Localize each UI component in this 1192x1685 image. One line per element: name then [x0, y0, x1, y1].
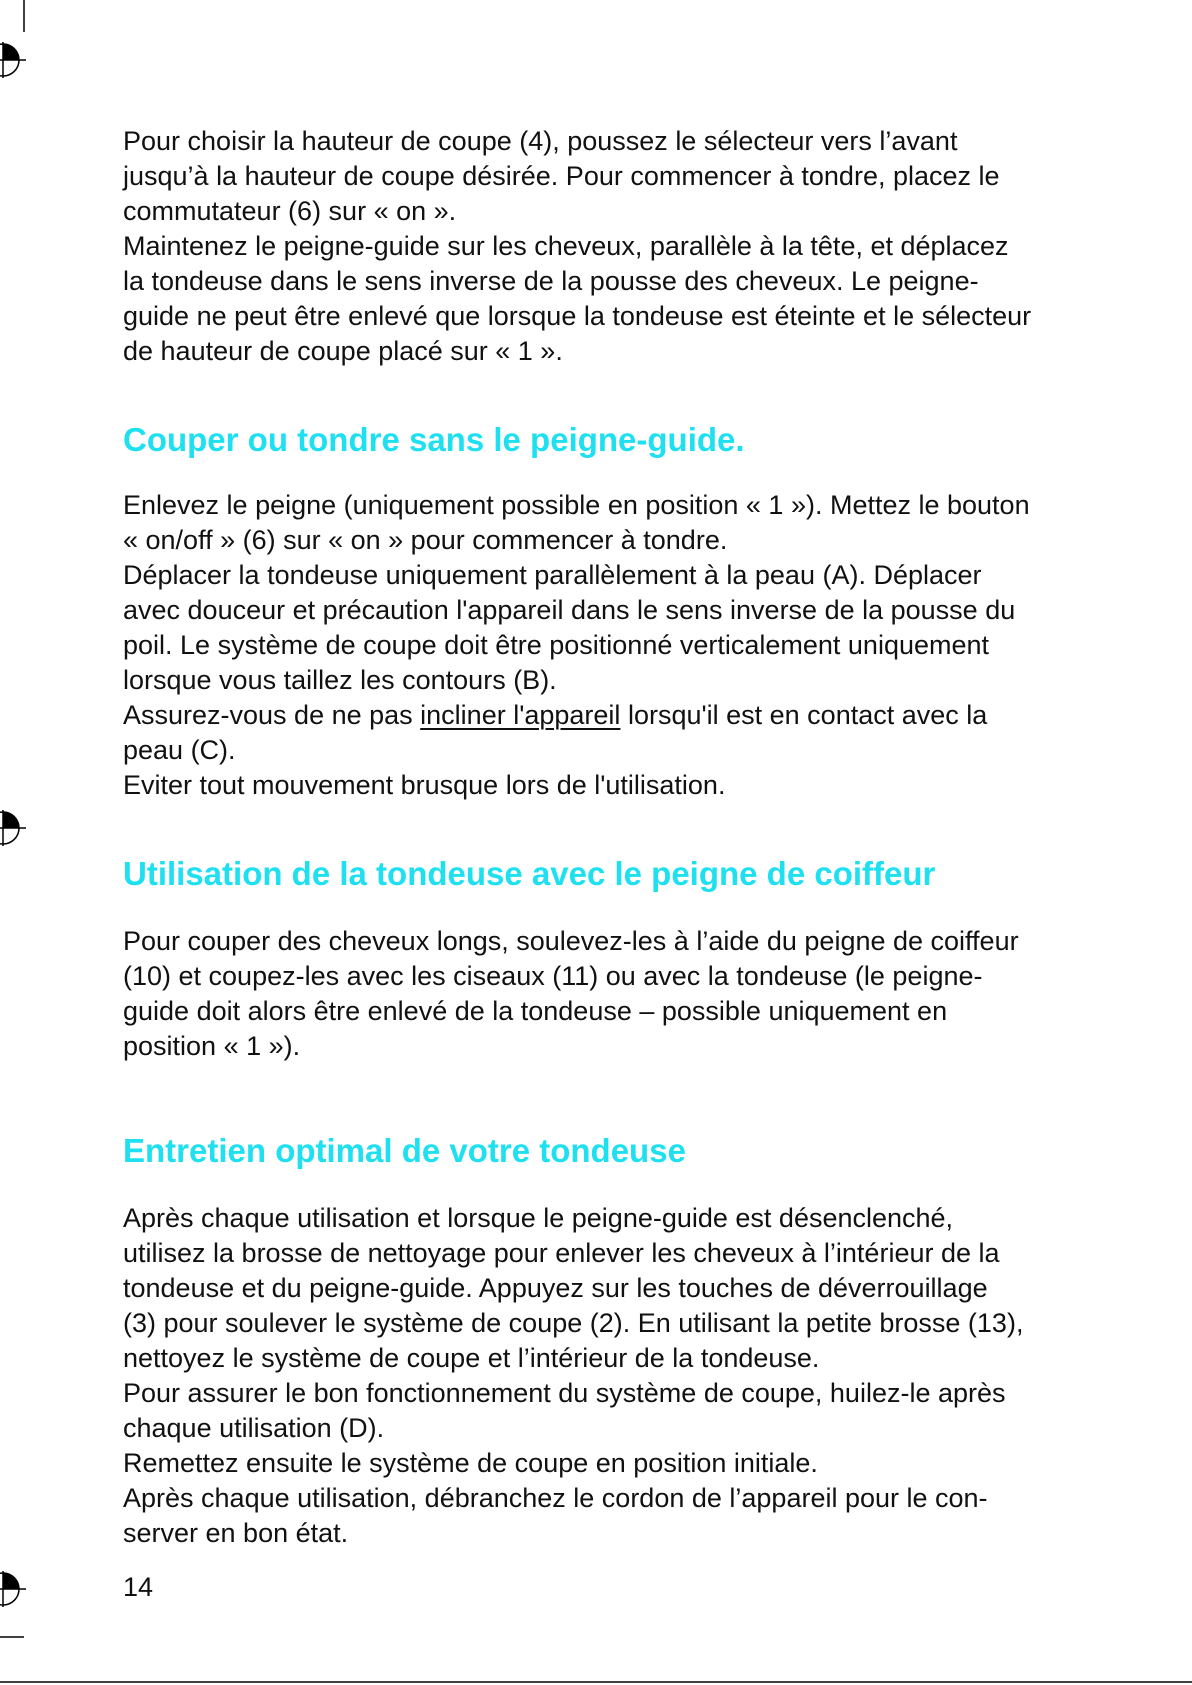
- text-segment: lorsqu'il est en contact avec la: [620, 700, 988, 730]
- body-text-line: peau (C).: [123, 735, 236, 765]
- section-heading: Utilisation de la tondeuse avec le peigne de coiffeur: [123, 855, 936, 892]
- registration-mark-top: [0, 42, 26, 78]
- body-text-line: Eviter tout mouvement brusque lors de l'utilisation.: [123, 770, 726, 800]
- body-text-line: Pour assurer le bon fonctionnement du système de coupe, huilez-le après: [123, 1378, 1006, 1408]
- body-text-line: Pour choisir la hauteur de coupe (4), poussez le sélecteur vers l’avant: [123, 126, 958, 156]
- body-text-line: la tondeuse dans le sens inverse de la pousse des cheveux. Le peigne-: [123, 266, 979, 296]
- body-text-line: tondeuse et du peigne-guide. Appuyez sur les touches de déverrouillage: [123, 1273, 988, 1303]
- body-text-line: (3) pour soulever le système de coupe (2). En utilisant la petite brosse (13),: [123, 1308, 1024, 1338]
- body-text-line: position « 1 »).: [123, 1031, 301, 1061]
- underlined-text: incliner l'appareil: [420, 700, 621, 730]
- body-text-line: Maintenez le peigne-guide sur les cheveux, parallèle à la tête, et déplacez: [123, 231, 1009, 261]
- body-text-line: « on/off » (6) sur « on » pour commencer à tondre.: [123, 525, 728, 555]
- body-text-line: Déplacer la tondeuse uniquement parallèlement à la peau (A). Déplacer: [123, 560, 982, 590]
- body-text-line: guide ne peut être enlevé que lorsque la tondeuse est éteinte et le sélecteur: [123, 301, 1032, 331]
- body-text-line: chaque utilisation (D).: [123, 1413, 385, 1443]
- body-text-line: (10) et coupez-les avec les ciseaux (11) ou avec la tondeuse (le peigne-: [123, 961, 983, 991]
- section-body: [123, 1201, 1098, 1551]
- body-text-line: nettoyez le système de coupe et l’intérieur de la tondeuse.: [123, 1343, 820, 1373]
- body-text-line: server en bon état.: [123, 1518, 349, 1548]
- body-text-line: poil. Le système de coupe doit être positionné verticalement uniquement: [123, 630, 990, 660]
- registration-mark-bottom: [0, 1571, 26, 1607]
- registration-mark-middle: [0, 810, 26, 846]
- body-text-line: avec douceur et précaution l'appareil dans le sens inverse de la pousse du: [123, 595, 1016, 625]
- section-heading: Couper ou tondre sans le peigne-guide.: [123, 421, 745, 458]
- intro-paragraph: [123, 124, 1098, 369]
- body-text-line: lorsque vous taillez les contours (B).: [123, 665, 557, 695]
- body-text-line: Pour couper des cheveux longs, soulevez-les à l’aide du peigne de coiffeur: [123, 926, 1019, 956]
- body-text-line: [123, 698, 987, 733]
- body-text-line: utilisez la brosse de nettoyage pour enlever les cheveux à l’intérieur de la: [123, 1238, 1000, 1268]
- body-text-line: commutateur (6) sur « on ».: [123, 196, 457, 226]
- body-text-line: Enlevez le peigne (uniquement possible en position « 1 »). Mettez le bouton: [123, 490, 1030, 520]
- section-body: [123, 488, 1098, 803]
- body-text-line: Après chaque utilisation et lorsque le peigne-guide est désenclenché,: [123, 1203, 954, 1233]
- page-number: 14: [123, 1572, 154, 1602]
- body-text-line: jusqu’à la hauteur de coupe désirée. Pour commencer à tondre, placez le: [123, 161, 1000, 191]
- body-text-line: guide doit alors être enlevé de la tondeuse – possible uniquement en: [123, 996, 948, 1026]
- body-text-line: de hauteur de coupe placé sur « 1 ».: [123, 336, 563, 366]
- section-heading: Entretien optimal de votre tondeuse: [123, 1132, 686, 1169]
- body-text-line: Après chaque utilisation, débranchez le cordon de l’appareil pour le con-: [123, 1483, 988, 1513]
- text-segment: Assurez-vous de ne pas: [123, 700, 421, 730]
- section-body: [123, 924, 1098, 1064]
- body-text-line: Remettez ensuite le système de coupe en position initiale.: [123, 1448, 818, 1478]
